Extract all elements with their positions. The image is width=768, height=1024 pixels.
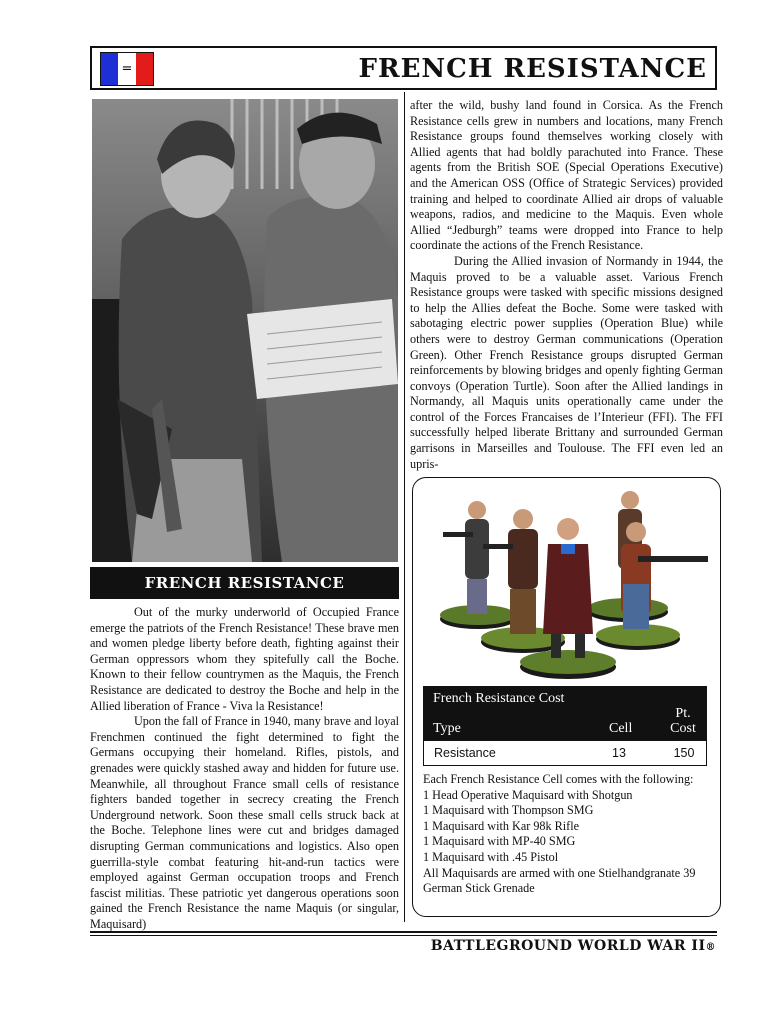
- cell-contents-intro: Each French Resistance Cell comes with the following:: [423, 772, 694, 786]
- paragraph: During the Allied invasion of Normandy in 1944, the Maquis proved to be a valuable asset. Various French Resistance groups were tasked with specific missions designed to help the Allies defeat the Boche. Some were tasked with sabotaging electric power supplies (Operation Blue) while others were to destroy German communications (Operation Green). Other French Resistance groups disrupted German reinforcements by blowing bridges and openly fighting German convoys (Operation Turtle). Soon after the Allied landings in Normandy, all Maquis units operationally came under the control of the Forces Francaises de l’Interieur (FFI). The FFI successfully helped liberate Brittany and surrounded German garrisons in Marseilles and Toulouse. The FFI even led an upris-: [410, 253, 723, 471]
- list-item: 1 Head Operative Maquisard with Shotgun: [423, 787, 633, 802]
- footer-brand: [431, 938, 716, 954]
- section-title: FRENCH RESISTANCE: [90, 567, 399, 599]
- header-cell: Cell: [609, 721, 633, 736]
- right-column-text: [410, 98, 723, 472]
- row-type: Resistance: [434, 746, 496, 760]
- paragraph: after the wild, bushy land found in Corsica. As the French Resistance cells grew in numbers and locations, many French Resistance groups found themselves working closely with Allied agents that had boldly parachuted into France. These agents from the British SOE (Special Operations Executive) and the American OSS (Office of Strategic Services) provided training and helped to coordinate Allied air drops of valuable weapons, radios, and medicine to the Maquis. Even whole Allied “Jedburgh” teams were dropped into France to help coordinate the actions of the French Resistance.: [410, 98, 723, 253]
- cell-contents-note: All Maquisards are armed with one Stielhandgranate 39 German Stick Grenade: [423, 865, 696, 896]
- row-cell: 13: [612, 746, 626, 760]
- list-item: 1 Maquisard with MP-40 SMG: [423, 834, 576, 849]
- left-column-text: [90, 605, 399, 932]
- header-type: Type: [433, 721, 461, 736]
- miniatures-photo: [423, 484, 711, 680]
- french-flag-icon: [100, 52, 154, 86]
- registered-mark: ®: [705, 942, 716, 953]
- resistance-photo: [92, 99, 398, 562]
- footer-brand-text: BATTLEGROUND WORLD WAR II: [430, 938, 706, 954]
- cost-card: [412, 477, 721, 917]
- column-divider: [404, 92, 405, 922]
- list-item: 1 Maquisard with Kar 98k Rifle: [423, 818, 580, 833]
- row-cost: 150: [673, 746, 695, 760]
- footer-rule-thin: [90, 935, 717, 936]
- table-row: [423, 740, 707, 766]
- paragraph: Out of the murky underworld of Occupied France emerge the patriots of the French Resistance! These brave men and women pledge liberty before death, fighting against their German oppressors whom they spitefully call the Boche. Known to their fellow countrymen as the Maquis, the French Resistance are dedicated to destroy the Boche and help in the Allied liberation of France - Viva la Resistance!: [90, 605, 399, 713]
- cost-table-title: French Resistance Cost: [433, 691, 565, 706]
- page-title: FRENCH RESISTANCE: [358, 54, 707, 84]
- list-item: 1 Maquisard with Thompson SMG: [423, 803, 594, 818]
- header-cost: Cost: [670, 721, 696, 736]
- cost-table-header: [423, 686, 707, 740]
- header-pt: Pt.: [675, 706, 691, 721]
- flag-mark: =: [121, 61, 133, 77]
- list-item: 1 Maquisard with .45 Pistol: [423, 849, 559, 864]
- page-header: [90, 46, 717, 90]
- cell-contents-list: [423, 772, 713, 897]
- footer-rule: [90, 931, 717, 933]
- paragraph: Upon the fall of France in 1940, many brave and loyal Frenchmen continued the fight determined to fight the Germans occupying their homeland. Rifles, pistols, and grenades were quickly stashed away and hidden for future use. Meanwhile, all throughout France small cells of resistance fighters banded together in secrecy creating the French Underground network. Soon these small cells struck back at the Boche. Telephone lines were cut and bridges damaged disrupting German communications and logistics. Also open guerrilla-style combat featuring hit-and-run tactics were employed against German occupation troops and French fascist militias. These patriotic yet dangerous operations soon gained the French Resistance the name Maquis (or singular, Maquisard): [90, 714, 400, 931]
